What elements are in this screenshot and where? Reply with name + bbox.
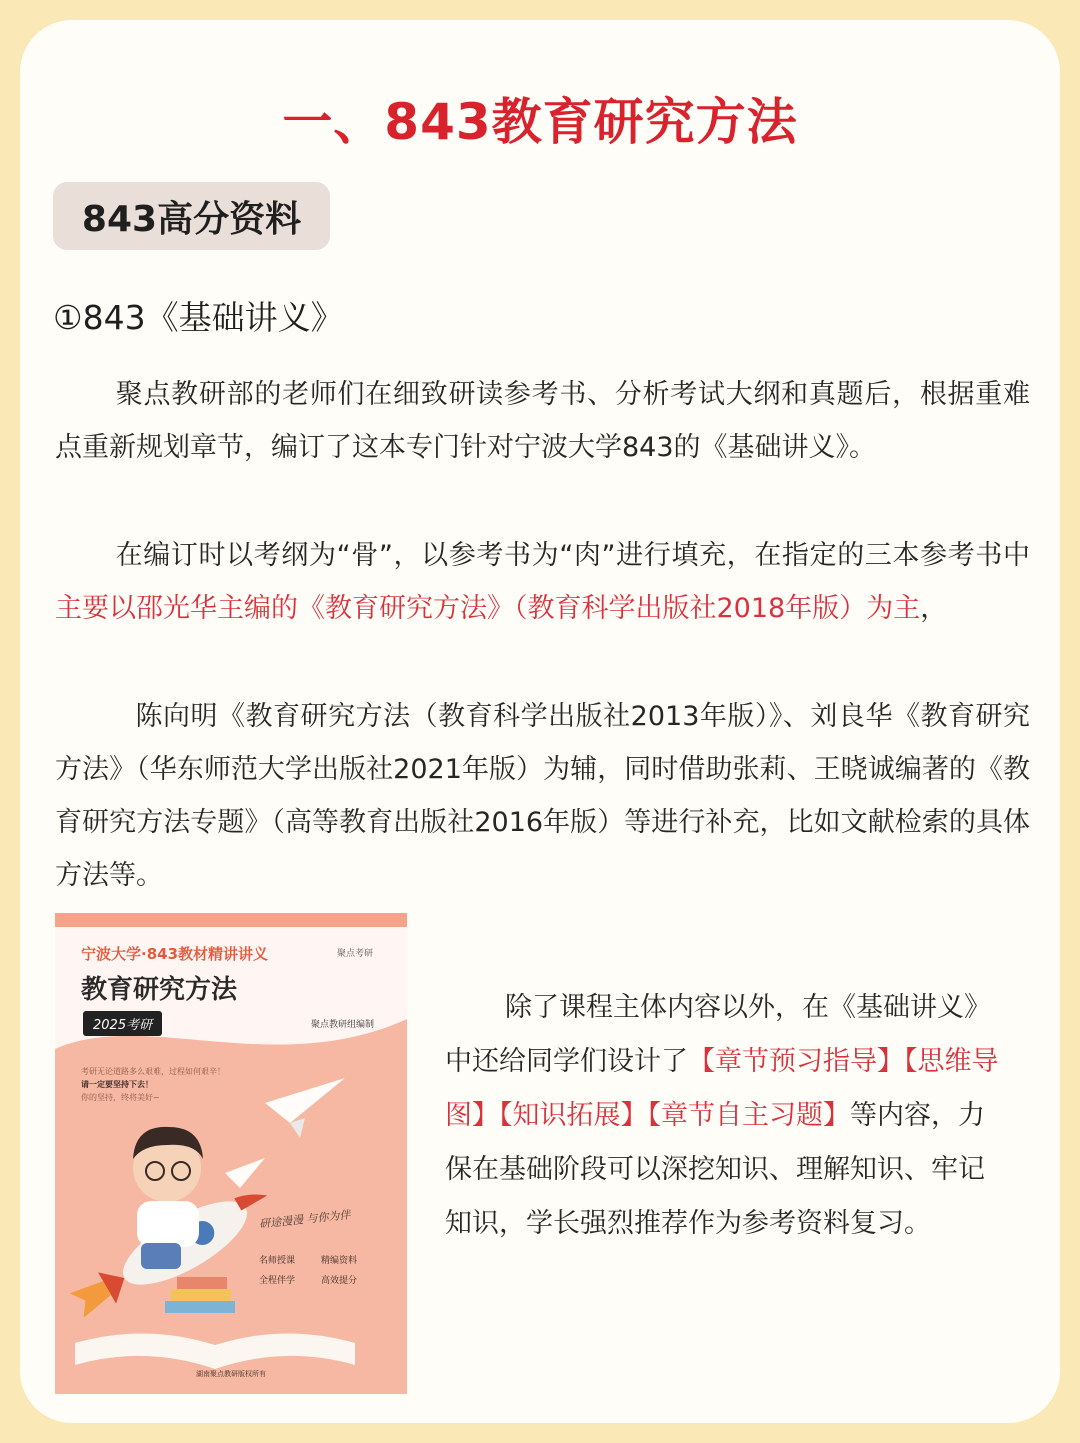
paragraph-reference (55, 529, 1030, 635)
side-paragraph (445, 981, 1005, 1251)
book-feature: 全程伴学 (259, 1276, 296, 1286)
paragraph-intro (55, 368, 1030, 474)
book-motto-line: 你的坚持，终将美好~ (81, 1093, 160, 1102)
book-cover-image (55, 913, 407, 1394)
book-editor: 聚点教研组编制 (311, 1020, 375, 1030)
book-motto-line: 请一定要坚持下去！ (81, 1080, 153, 1089)
side-paragraph-tail: 等内容，力保在基础阶段可以深挖知识、理解知识、牢记知识，学长强烈推荐作为参考资料复习。 (445, 1100, 985, 1239)
paragraph-supplement (55, 690, 1030, 902)
book-slogan: 研途漫漫 与你为伴 (258, 1208, 351, 1231)
paragraph-reference-text: 在编订时以考纲为“骨”，以参考书为“肉”进行填充，在指定的三本参考书中 (115, 540, 1030, 571)
item-title: ①843《基础讲义》 (53, 298, 344, 337)
paragraph-supplement-text: 陈向明《教育研究方法（教育科学出版社2013年版）》、刘良华《教育研究方法》（华东师范大学出版社2021年版）为辅，同时借助张莉、王晓诚编著的《教育研究方法专题》（高等教育出版社2016年版）等进行补充，比如文献检索的具体方法等。 (55, 701, 1030, 891)
book-copyright: 湖南聚点教研版权所有 (196, 1370, 266, 1378)
book-series-title: 宁波大学·843教材精讲讲义 (81, 945, 269, 963)
content-card (20, 20, 1060, 1423)
page-title: 一、843教育研究方法 (282, 93, 798, 151)
book-name: 教育研究方法 (81, 975, 238, 1005)
book-motto-line: 考研无论道路多么艰难，过程如何艰辛！ (81, 1067, 225, 1076)
book-motto (81, 1065, 225, 1104)
book-features (259, 1251, 383, 1291)
highlight-main-reference: 主要以邵光华主编的《教育研究方法》（教育科学出版社2018年版）为主 (55, 593, 921, 624)
paragraph-reference-tail: ， (920, 593, 948, 624)
book-year-badge: 2025考研 (83, 1011, 162, 1036)
book-feature: 高效提分 (321, 1276, 358, 1286)
section-tag: 843高分资料 (53, 182, 330, 250)
book-feature: 精编资料 (321, 1256, 358, 1266)
book-publisher-logo: 聚点考研 (337, 949, 374, 959)
book-feature: 名师授课 (259, 1256, 296, 1266)
paragraph-intro-text: 聚点教研部的老师们在细致研读参考书、分析考试大纲和真题后，根据重难点重新规划章节，编订了这本专门针对宁波大学843的《基础讲义》。 (55, 379, 1030, 463)
highlight-features: 【章节预习指导】【思维导图】【知识拓展】【章节自主习题】 (445, 1046, 999, 1131)
side-paragraph-lead: 除了课程主体内容以外，在《基础讲义》中还给同学们设计了 (445, 992, 991, 1077)
